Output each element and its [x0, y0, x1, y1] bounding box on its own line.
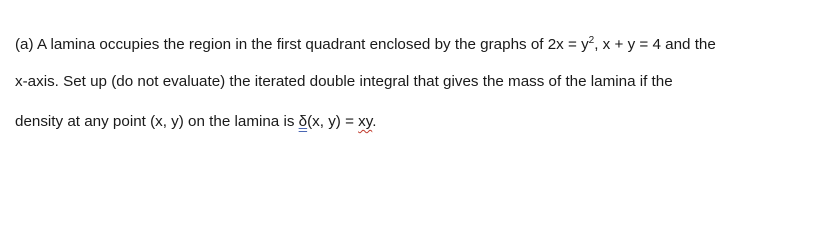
line-1-text: (a) A lamina occupies the region in the first quadrant enclosed by the graphs of 2x = y: [15, 36, 589, 53]
exponent-2: 2: [588, 35, 595, 46]
problem-line-1: [15, 35, 716, 55]
density-delta-symbol: δ: [298, 113, 308, 130]
line-3-suffix: .: [372, 113, 377, 130]
problem-line-3: [15, 112, 376, 132]
line-3-prefix: density at any point (x, y) on the lamina is: [15, 113, 299, 130]
density-xy-term: xy: [358, 113, 373, 130]
line-3-middle: (x, y) =: [307, 113, 359, 130]
line-1-tail: , x + y = 4 and the: [594, 36, 716, 53]
problem-line-2: x-axis. Set up (do not evaluate) the iterated double integral that gives the mass of the lamina if the: [15, 73, 673, 90]
